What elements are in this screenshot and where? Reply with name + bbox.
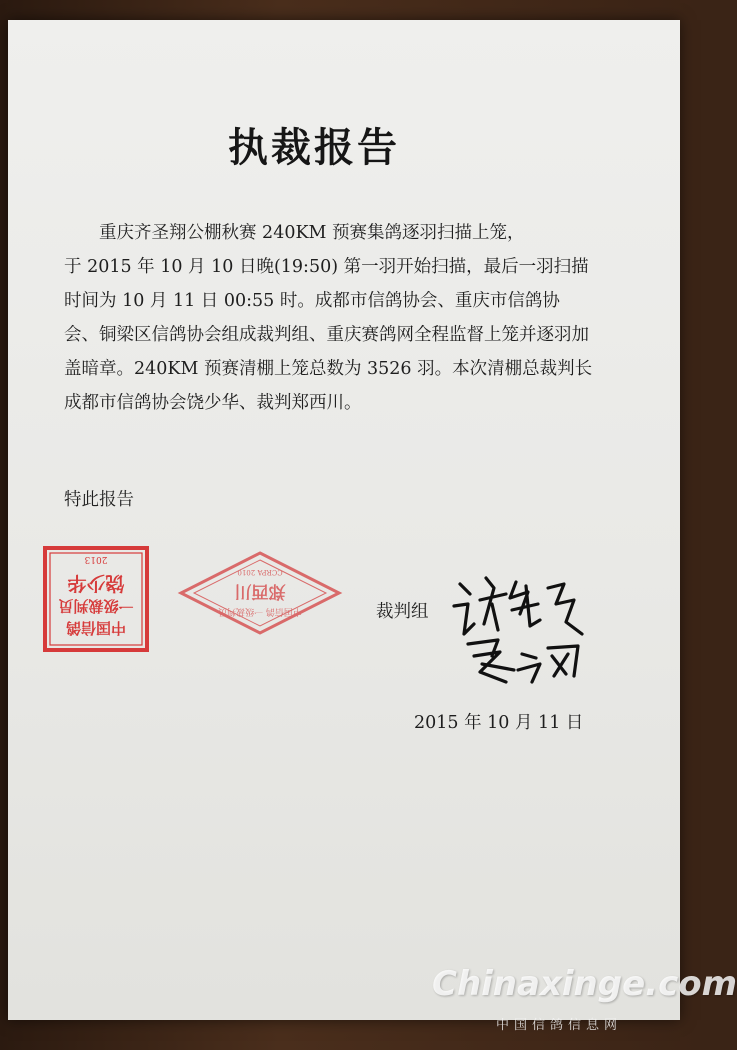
svg-text:2013: 2013 — [84, 554, 108, 564]
svg-text:中国信鸽: 中国信鸽 — [65, 619, 127, 637]
square-seal-stamp — [42, 545, 150, 653]
report-body: 重庆齐圣翔公棚秋赛 240KM 预赛集鸽逐羽扫描上笼， 于 2015 年 10 月 10 日晚(19:50) 第一羽开始扫描，最后一羽扫描时间为 10 月 11 日 00:55 时。成都市信鸽协会、重庆市信鸽协会、铜梁区信鸽协会组成裁判组、重庆赛鸽网全程监督上笼并逐羽加盖暗章。240KM 预赛清棚上笼总数为 3526 羽。本次清棚总裁判长成都市信鸽协会饶少华、裁判郑西川。 — [64, 223, 593, 413]
svg-text:一级裁判员: 一级裁判员 — [58, 597, 134, 615]
judge-group-label: 裁判组 — [376, 602, 429, 622]
diamond-seal-stamp — [178, 550, 342, 636]
svg-text:饶少华: 饶少华 — [67, 572, 125, 594]
handwritten-signatures — [440, 564, 610, 699]
svg-text:郑西川: 郑西川 — [234, 581, 286, 601]
svg-text:中国信鸽 一级裁判员: 中国信鸽 一级裁判员 — [218, 606, 302, 616]
closing-line: 特此报告 — [64, 490, 134, 510]
page-title: 执裁报告 — [228, 124, 400, 171]
report-paper — [8, 20, 680, 1020]
report-date: 2015 年 10 月 11 日 — [414, 713, 584, 733]
watermark-caption: 中国信鸽信息网 — [496, 1018, 623, 1033]
watermark-logo: Chinaxinge.com — [432, 964, 737, 1004]
svg-text:CCRPA 2010: CCRPA 2010 — [237, 568, 283, 576]
